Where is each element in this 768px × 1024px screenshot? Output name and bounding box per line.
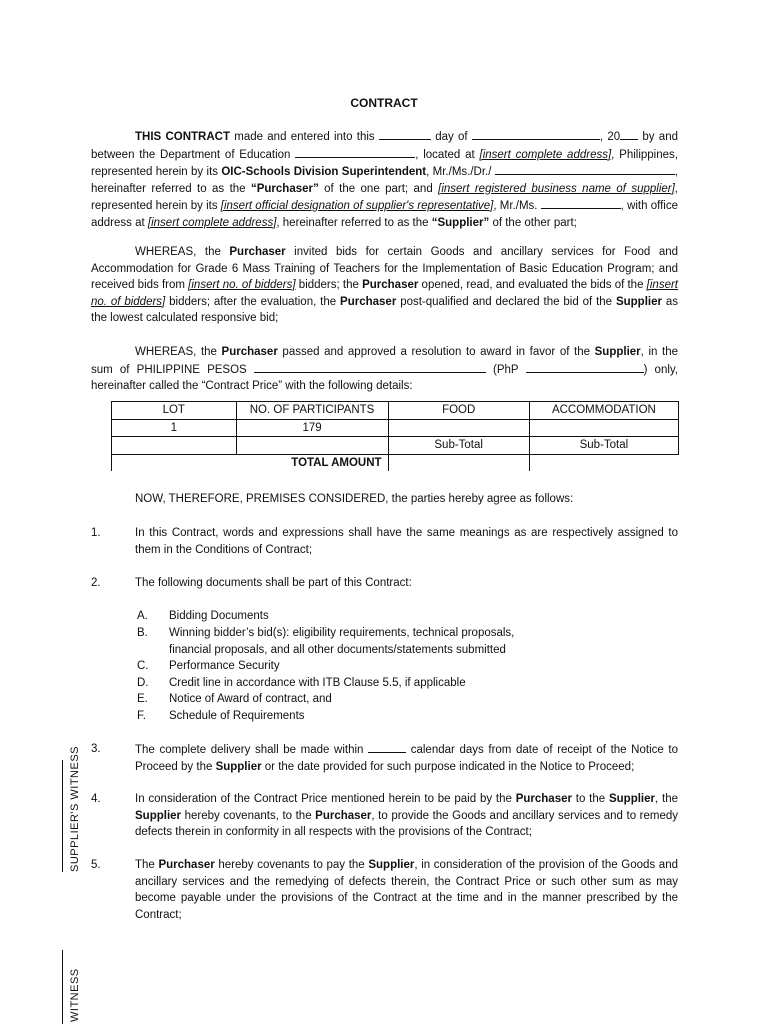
sub-item-letter: E. xyxy=(137,693,148,705)
item-3-text: The complete delivery shall be made within calendar days from date of receipt of the Notice to Proceed by the Supplier or the date provided for such purpose indicated in the Notice to Proceed; xyxy=(135,741,678,775)
placeholder-address: [insert complete address] xyxy=(479,148,612,161)
suppliers-witness-signature-line xyxy=(62,760,63,872)
sub-item-letter: C. xyxy=(137,660,149,672)
item-1-text: In this Contract, words and expressions shall have the same meanings as are respectively assigned to them in the Conditions of Contract; xyxy=(135,527,678,556)
header-participants: NO. OF PARTICIPANTS xyxy=(236,402,388,420)
table-row xyxy=(112,419,679,437)
blank-delivery-days xyxy=(368,741,406,753)
whereas-paragraph-2: WHEREAS, the Purchaser passed and approved a resolution to award in favor of the Supplier, in the sum of PHILIPPINE PESOS (PhP ) only, hereinafter called the “Contract Price” with the following details: xyxy=(91,346,678,392)
sub-item-text: Winning bidder’s bid(s): eligibility requirements, technical proposals, financial proposals, and all other documents/statements submitted xyxy=(169,627,515,656)
witness-label: WITNESS xyxy=(69,968,81,1022)
sub-item-letter: B. xyxy=(137,627,148,639)
item-5-text: The Purchaser hereby covenants to pay the Supplier, in consideration of the provision of the Goods and ancillary services and the remedying of defects therein, the Contract Price or such other sum as may become payable under the provisions of the Contract at the time and in the manner prescribed by the Contract; xyxy=(135,859,678,921)
placeholder-bidders-2: [insert no. of bidders] xyxy=(91,279,678,308)
now-therefore-clause: NOW, THEREFORE, PREMISES CONSIDERED, the parties hereby agree as follows: xyxy=(135,493,574,505)
whereas-paragraph-1: WHEREAS, the Purchaser invited bids for certain Goods and ancillary services for Food and Accommodation for Grade 6 Mass Training of Teachers for the Implementation of Basic Education Program; and received bids from [insert no. of bidders] bidders; the Purchaser opened, read, and evaluated the bids of the [insert no. of bidders] bidders; after the evaluation, the Purchaser post-qualified and declared the bid of the Supplier as the lowest calculated responsive bid; xyxy=(91,246,679,324)
item-number-4: 4. xyxy=(91,793,101,805)
cell-accommodation-subtotal: Sub-Total xyxy=(529,437,678,455)
cell-lot: 1 xyxy=(112,419,237,437)
placeholder-bidders: [insert no. of bidders] xyxy=(188,279,296,291)
item-number-2: 2. xyxy=(91,577,101,589)
item-number-3: 3. xyxy=(91,743,101,755)
placeholder-business-name: [insert registered business name of supplier] xyxy=(438,182,675,195)
witness-signature-line xyxy=(62,950,63,1024)
header-accommodation: ACCOMMODATION xyxy=(529,402,678,420)
blank-deped-office xyxy=(295,146,415,158)
sub-item-text: Performance Security xyxy=(169,660,280,672)
suppliers-witness-label: SUPPLIER'S WITNESS xyxy=(69,745,81,872)
sub-item-text: Schedule of Requirements xyxy=(169,710,305,722)
item-number-1: 1. xyxy=(91,527,101,539)
sub-item-text: Bidding Documents xyxy=(169,610,269,622)
sub-item-text: Notice of Award of contract, and xyxy=(169,693,332,705)
item-4-text: In consideration of the Contract Price mentioned herein to be paid by the Purchaser to the Supplier, the Supplier hereby covenants, to the Purchaser, to provide the Goods and ancillary services and to remedy defects therein in conformity in all respects with the provisions of the Contract; xyxy=(135,793,678,838)
cell-participants: 179 xyxy=(236,419,388,437)
cell-total-blank xyxy=(529,454,678,471)
header-food: FOOD xyxy=(388,402,529,420)
contract-details-table xyxy=(111,401,679,471)
sub-item-letter: A. xyxy=(137,610,148,622)
cell-empty xyxy=(236,437,388,455)
blank-representative xyxy=(541,197,621,209)
header-lot: LOT xyxy=(112,402,237,420)
blank-superintendent xyxy=(495,163,675,175)
document-title: CONTRACT xyxy=(350,96,418,110)
item-2-text: The following documents shall be part of this Contract: xyxy=(135,577,412,589)
placeholder-designation: [insert official designation of supplier's representative] xyxy=(220,200,494,212)
sub-item-text: Credit line in accordance with ITB Clause 5.5, if applicable xyxy=(169,677,466,689)
intro-paragraph: THIS CONTRACT made and entered into this day of , 20 by and between the Department of Education , located at [insert complete address], Philippines, represented herein by its OIC-Schools Division Superintendent, Mr./Ms./Dr./ , hereinafter referred to as the “Purchaser” of the one part; and [insert registered business name of supplier], represented herein by its [insert official designation of supplier's representative], Mr./Ms. , with office address at [insert complete address], hereinafter referred to as the “Supplier” of the other part; xyxy=(91,128,678,231)
table-subtotal-row xyxy=(112,437,679,455)
this-contract-label: THIS CONTRACT xyxy=(135,131,230,143)
blank-month xyxy=(472,128,600,140)
item-number-5: 5. xyxy=(91,859,101,871)
blank-day xyxy=(379,128,431,140)
blank-amount-php xyxy=(526,361,644,373)
blank-year xyxy=(620,128,638,140)
blank-amount-words xyxy=(254,361,486,373)
cell-food xyxy=(388,419,529,437)
cell-food-subtotal: Sub-Total xyxy=(388,437,529,455)
cell-empty xyxy=(112,437,237,455)
table-header-row xyxy=(112,402,679,420)
cell-total-food xyxy=(388,454,529,471)
sub-item-letter: F. xyxy=(137,710,146,722)
total-amount-label: TOTAL AMOUNT xyxy=(112,454,389,471)
placeholder-address-2: [insert complete address] xyxy=(147,216,277,229)
sub-item-letter: D. xyxy=(137,677,149,689)
table-total-row xyxy=(112,454,679,471)
cell-accommodation xyxy=(529,419,678,437)
